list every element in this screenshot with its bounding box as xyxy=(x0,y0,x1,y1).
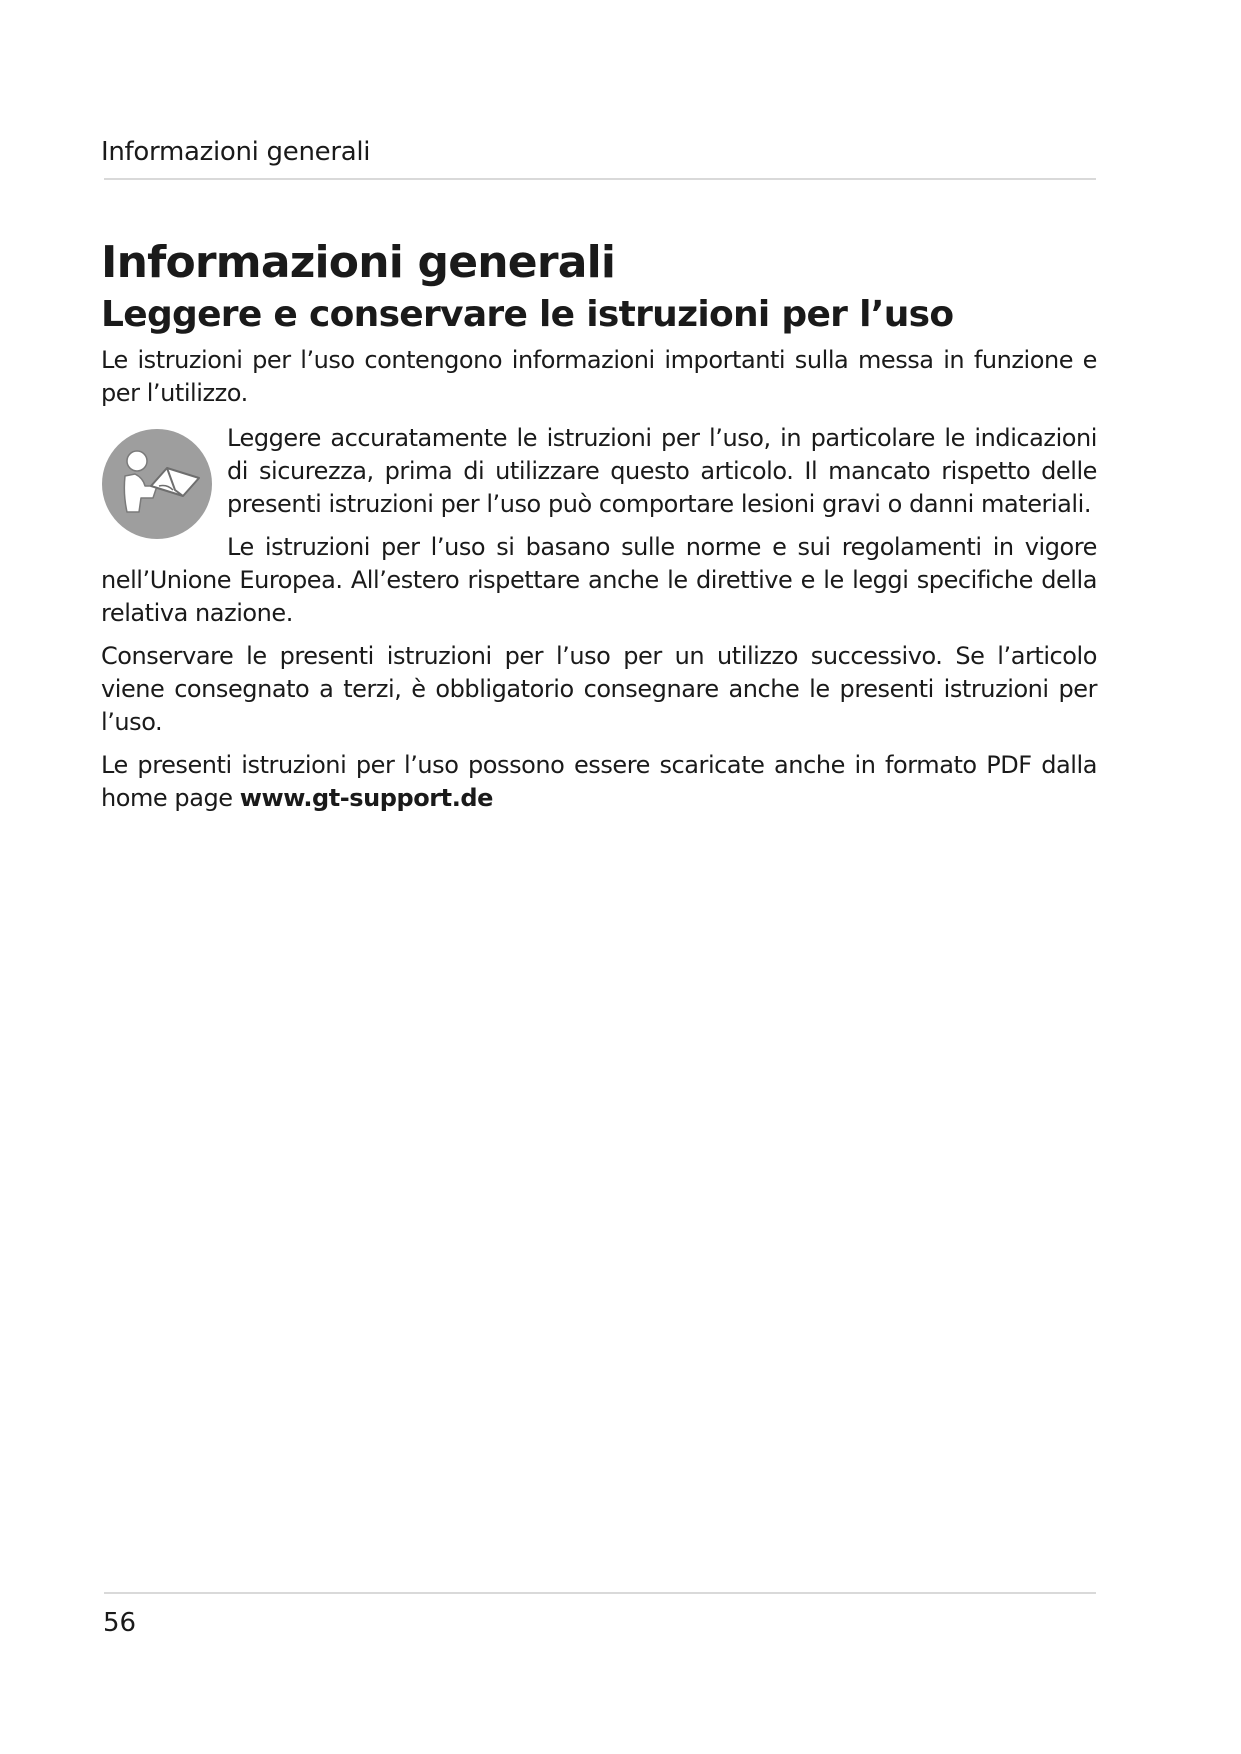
read-manual-icon xyxy=(101,428,213,540)
intro-paragraph: Le istruzioni per l’uso contengono informazioni importanti sulla messa in funzione e per l’utilizzo. xyxy=(101,346,1097,407)
section-title: Leggere e conservare le istruzioni per l’uso xyxy=(101,294,954,335)
support-website-link[interactable]: www.gt-support.de xyxy=(239,784,493,812)
notice-paragraph: Leggere accuratamente le istruzioni per l’uso, in particolare le indicazioni di sicurezza, prima di utilizzare questo articolo. Il mancato rispetto delle presenti istruzioni per l’uso può comportare lesioni gravi o danni materiali. xyxy=(227,424,1097,518)
eu-rules-paragraph: Le istruzioni per l’uso si basano sulle norme e sui regolamenti in vigore nell’Unione Europea. All’estero rispettare anche le direttive e le leggi specifiche della relativa nazione. xyxy=(101,533,1097,627)
running-header: Informazioni generali xyxy=(101,137,371,167)
download-text: Le presenti istruzioni per l’uso possono essere scaricate anche in formato PDF dalla home page xyxy=(101,751,1097,812)
page-number: 56 xyxy=(103,1608,137,1638)
page-content xyxy=(101,234,1097,825)
footer-divider xyxy=(104,1592,1096,1594)
download-paragraph xyxy=(101,749,1097,815)
keep-paragraph: Conservare le presenti istruzioni per l’uso per un utilizzo successivo. Se l’articolo viene consegnato a terzi, è obbligatorio consegnare anche le presenti istruzioni per l’uso. xyxy=(101,642,1097,736)
page-title: Informazioni generali xyxy=(101,237,616,288)
header-divider xyxy=(104,178,1096,180)
